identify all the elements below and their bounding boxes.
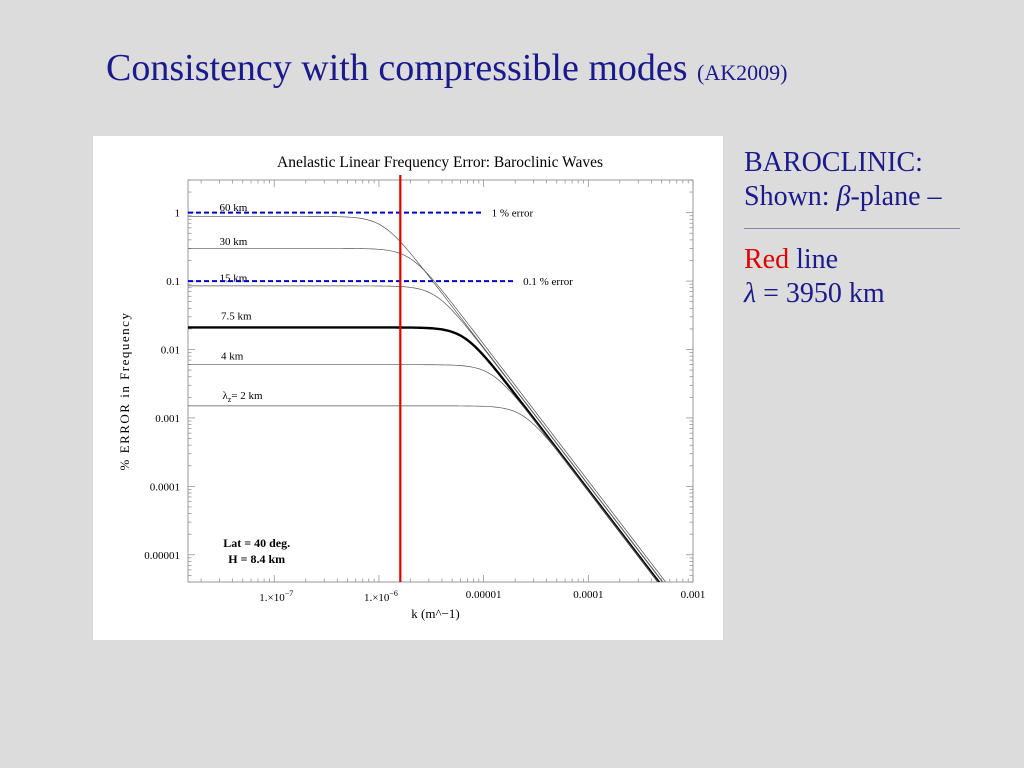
side-line-word: line	[789, 244, 839, 275]
annotation-line-2: H = 8.4 km	[228, 551, 286, 566]
side-notes	[744, 146, 960, 311]
series-label: $\lambda_z= 2$ km	[222, 389, 263, 404]
side-lambda-line	[744, 277, 960, 311]
series-label: 60 km	[219, 202, 248, 215]
reference-line-label: 0.1 % error	[523, 276, 573, 289]
slide-title-reference: (AK2009)	[697, 60, 788, 85]
x-axis-label: k (m^−1)	[411, 606, 460, 621]
series-label: 15 km	[219, 272, 248, 285]
side-red-word: Red	[744, 244, 790, 275]
y-axis-label: % ERROR in Frequency	[117, 311, 132, 471]
series-line	[188, 286, 693, 622]
side-shown-prefix: Shown:	[744, 181, 837, 212]
x-tick-label: $1.\times 10^{-7}$	[259, 589, 294, 604]
slide-title	[106, 46, 787, 90]
y-tick-label: 0.0001	[149, 481, 180, 494]
y-tick-label: 0.001	[155, 412, 180, 425]
y-tick-label: 0.00001	[144, 549, 180, 562]
chart-title: Anelastic Linear Frequency Error: Baroclinic Waves	[277, 154, 603, 171]
series-label: 4 km	[221, 350, 244, 363]
side-shown-suffix: -plane –	[850, 181, 942, 212]
side-lambda-symbol: λ	[744, 278, 757, 309]
side-shown-line	[744, 180, 960, 214]
plot-frame	[188, 180, 693, 582]
y-tick-label: 0.01	[160, 344, 180, 357]
side-red-line-note	[744, 243, 960, 277]
y-tick-label: 1	[174, 207, 180, 220]
x-tick-label: 0.00001	[465, 589, 502, 601]
series-line	[188, 365, 693, 628]
slide-title-main: Consistency with compressible modes	[106, 47, 688, 89]
x-tick-label: 0.001	[680, 589, 706, 601]
side-divider	[744, 228, 960, 229]
side-beta-symbol: β	[836, 181, 851, 212]
x-tick-label: 0.0001	[573, 589, 604, 601]
series-label: 30 km	[219, 236, 248, 249]
series-label: 7.5 km	[221, 310, 252, 323]
chart-svg	[93, 136, 723, 640]
y-tick-label: 0.1	[166, 276, 180, 289]
annotation-line-1: Lat = 40 deg.	[223, 535, 291, 550]
side-heading: BAROCLINIC:	[744, 147, 923, 178]
reference-line-label: 1 % error	[491, 207, 534, 220]
side-lambda-value: = 3950 km	[756, 278, 885, 309]
x-tick-label: $1.\times 10^{-6}$	[363, 589, 398, 604]
chart-panel	[93, 136, 723, 640]
